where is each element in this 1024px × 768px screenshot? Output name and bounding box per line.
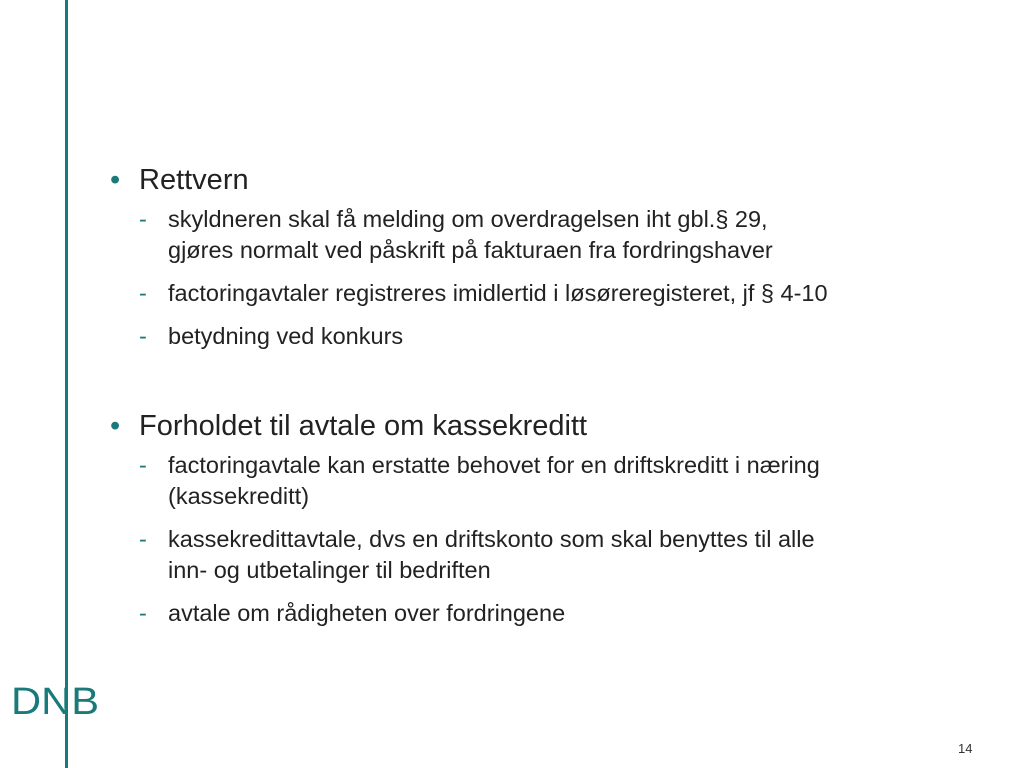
sub-item-line: gjøres normalt ved påskrift på fakturaen fra fordringshaver (168, 237, 773, 263)
bullet-heading (108, 160, 988, 200)
sub-list (108, 450, 988, 629)
sub-item-line: betydning ved konkurs (168, 323, 404, 349)
dash-icon: - (139, 280, 147, 306)
sub-item-line: skyldneren skal få melding om overdragelsen iht gbl.§ 29, (168, 206, 768, 232)
sub-item (108, 524, 988, 586)
bullet-icon: • (110, 164, 121, 196)
bullet-heading-text: Forholdet til avtale om kassekreditt (139, 410, 588, 442)
dash-icon: - (139, 452, 147, 478)
dash-icon: - (139, 600, 147, 626)
dash-icon: - (139, 206, 147, 232)
dash-icon: - (139, 323, 147, 349)
sub-item-line: inn- og utbetalinger til bedriften (168, 557, 491, 583)
dnb-logo-icon (11, 678, 101, 718)
sub-item (108, 450, 988, 512)
sub-list (108, 204, 988, 352)
sub-item-line: avtale om rådigheten over fordringene (168, 600, 566, 626)
bullet-heading (108, 406, 988, 446)
page-number: 14 (958, 741, 973, 756)
sub-item (108, 321, 988, 352)
dnb-logo-text: DNB (11, 681, 99, 718)
accent-vertical-line (65, 0, 68, 768)
dash-icon: - (139, 526, 147, 552)
sub-item (108, 278, 988, 309)
sub-item-line: factoringavtale kan erstatte behovet for en driftskreditt i næring (168, 452, 820, 478)
bullet-heading-text: Rettvern (139, 164, 249, 196)
sub-item-line: kassekredittavtale, dvs en driftskonto som skal benyttes til alle (168, 526, 815, 552)
sub-item-line: factoringavtaler registreres imidlertid i løsøreregisteret, jf § 4-10 (168, 280, 828, 306)
sub-item (108, 204, 988, 266)
slide-content (108, 160, 988, 683)
bullet-icon: • (110, 410, 121, 442)
sub-item (108, 598, 988, 629)
sub-item-line: (kassekreditt) (168, 483, 310, 509)
